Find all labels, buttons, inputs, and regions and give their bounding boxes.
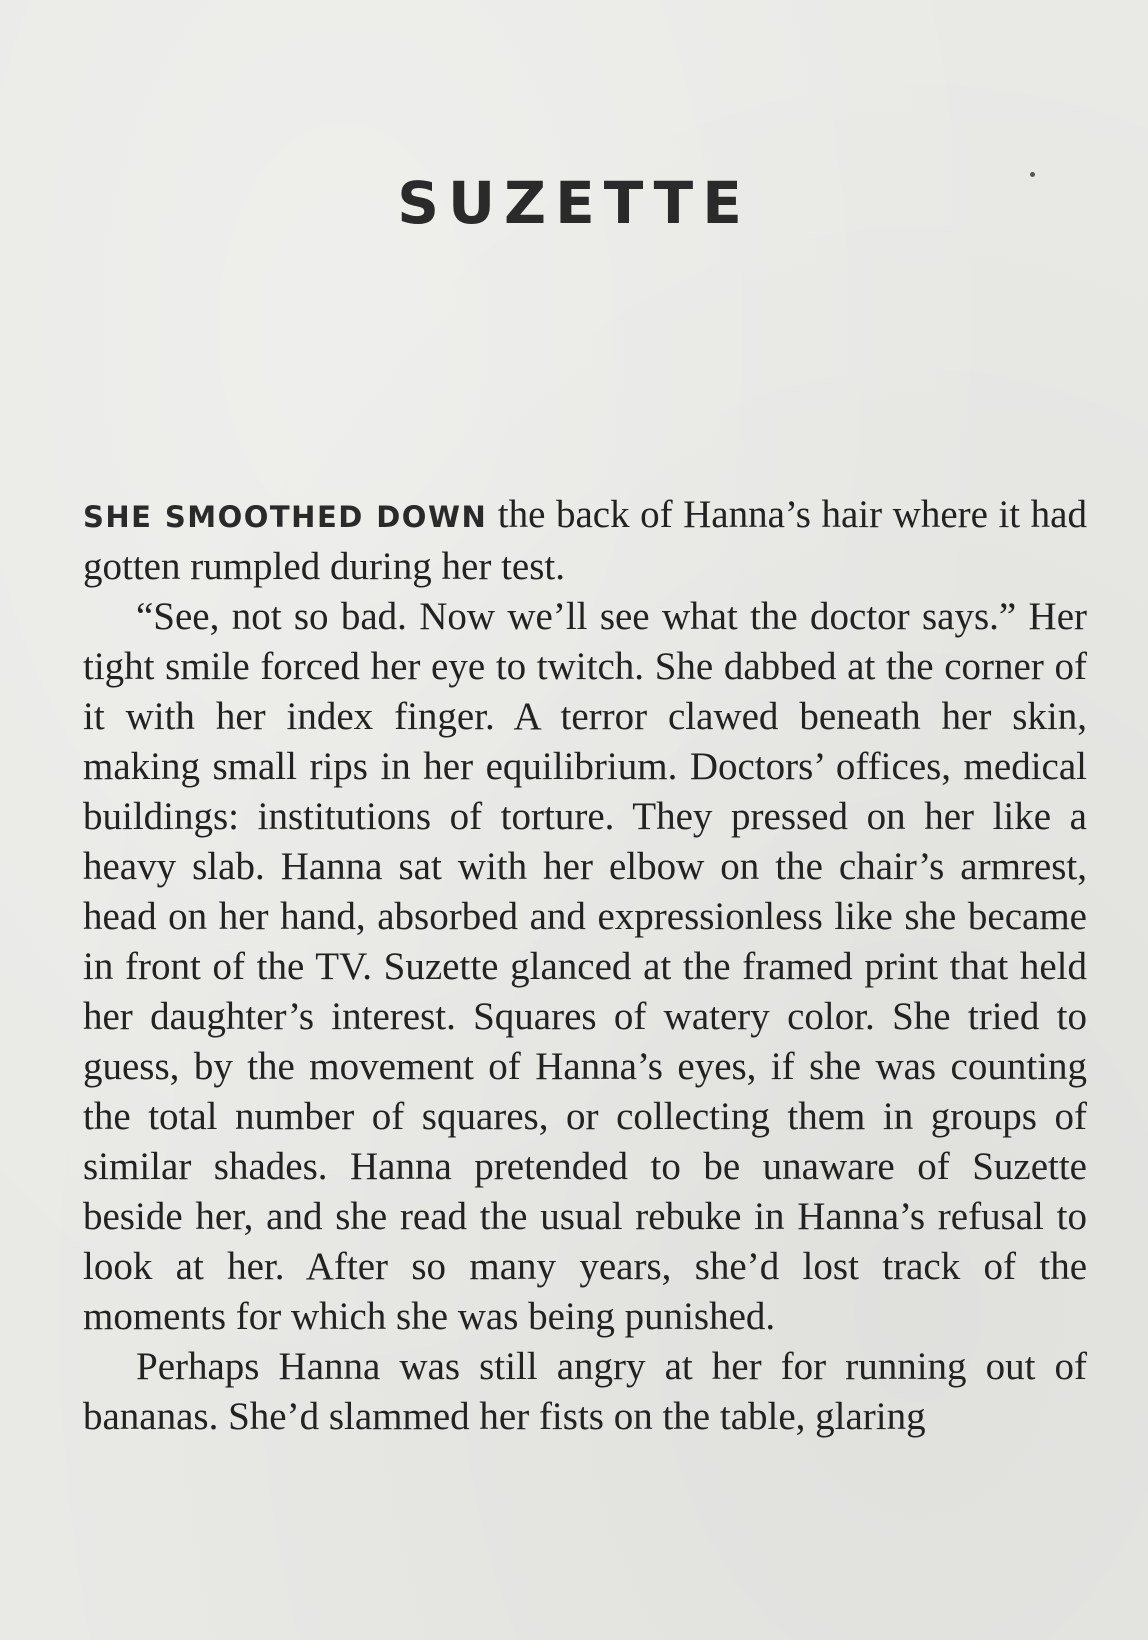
paragraph-bananas: Perhaps Hanna was still angry at her for running out of bananas. She’d slammed her fists on the table, glaring xyxy=(83,1345,1087,1438)
lead-in-small-caps: SHE SMOOTHED DOWN xyxy=(83,500,488,534)
chapter-body xyxy=(83,490,1087,1442)
scan-speck xyxy=(1030,172,1035,177)
paragraph-text: the back of Hanna’s hair where it had gotten rumpled during her test. xyxy=(83,493,1087,588)
paragraph-opening xyxy=(83,490,1087,592)
chapter-title: SUZETTE xyxy=(397,169,751,237)
paragraph-doctor-visit: “See, not so bad. Now we’ll see what the doctor says.” Her tight smile forced her eye to twitch. She dabbed at the corner of it with her index finger. A terror clawed beneath her skin, making small rips in her equilibrium. Doctors’ offices, medical buildings: institutions of torture. They pressed on her like a heavy slab. Hanna sat with her elbow on the chair’s armrest, head on her hand, absorbed and expressionless like she became in front of the TV. Suzette glanced at the framed print that held her daughter’s interest. Squares of watery color. She tried to guess, by the movement of Hanna’s eyes, if she was counting the total number of squares, or collecting them in groups of similar shades. Hanna pretended to be unaware of Suzette beside her, and she read the usual rebuke in Hanna’s refusal to look at her. After so many years, she’d lost track of the moments for which she was being punished. xyxy=(83,595,1087,1338)
